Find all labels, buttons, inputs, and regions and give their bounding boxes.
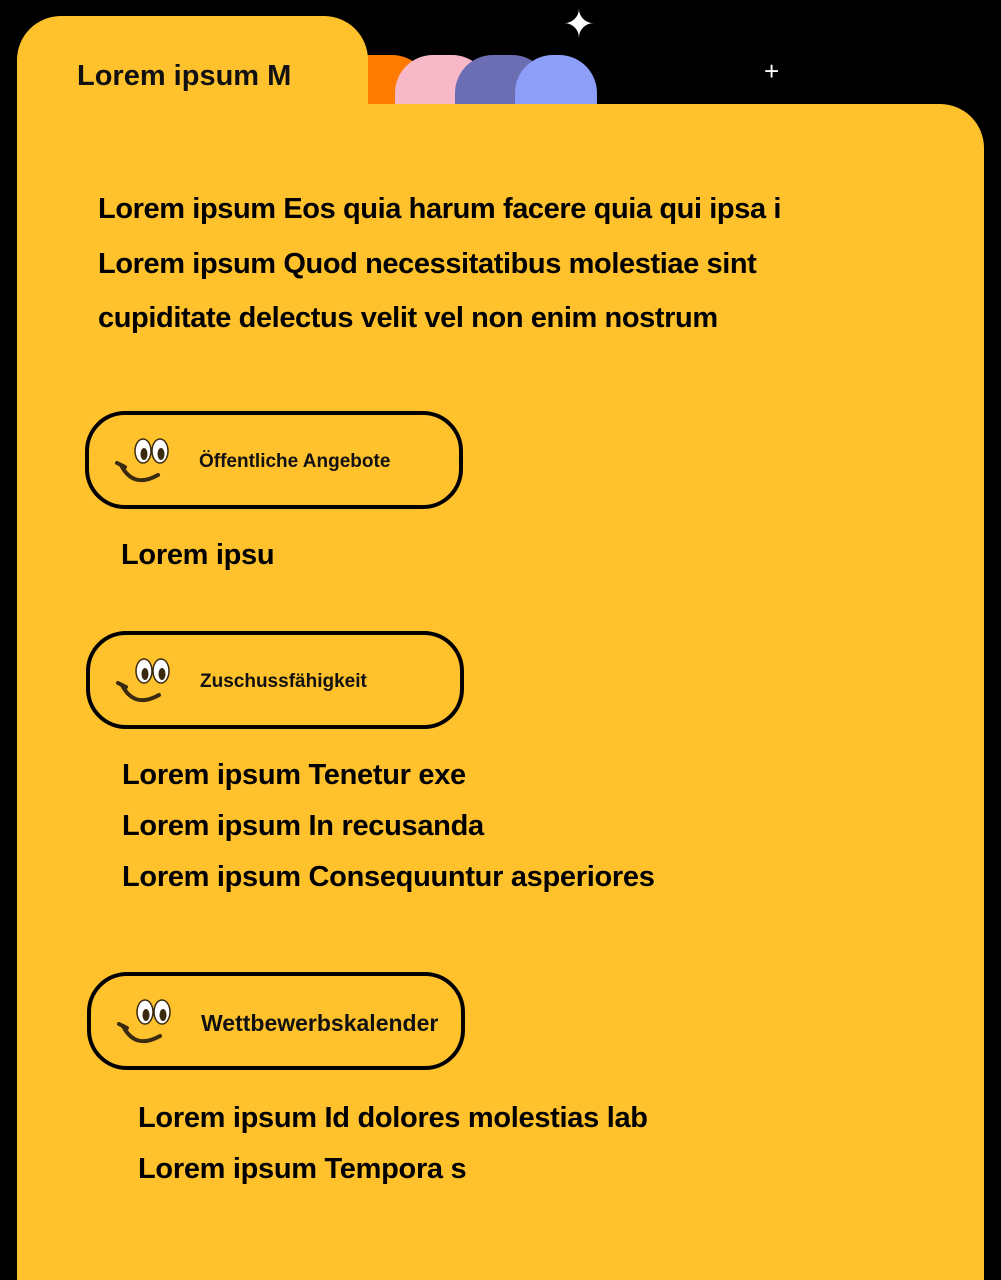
intro-text (98, 182, 918, 346)
active-tab[interactable] (17, 16, 368, 156)
intro-line: Lorem ipsum Eos quia harum facere quia qui ipsa i (98, 193, 782, 225)
section-list (122, 750, 655, 903)
list-item: Lorem ipsu (121, 539, 275, 571)
section-pill-label: Öffentliche Angebote (199, 451, 391, 472)
intro-line: Lorem ipsum Quod necessitatibus molestiae sint (98, 247, 757, 280)
list-item: Lorem ipsum Tenetur exe (122, 759, 466, 791)
smiley-icon (115, 992, 185, 1052)
list-item: Lorem ipsum In recusanda (122, 810, 484, 842)
list-item: Lorem ipsum Id dolores molestias lab (138, 1102, 648, 1134)
section-list (138, 1093, 648, 1195)
section-pill-wettbewerbskalender[interactable] (87, 972, 465, 1070)
intro-line: cupiditate delectus velit vel non enim nostrum (98, 302, 718, 334)
active-tab-label: Lorem ipsum M (77, 60, 292, 92)
sparkle-small-icon: + (764, 56, 780, 86)
section-list (121, 530, 274, 581)
section-pill-offentliche-angebote[interactable] (85, 411, 463, 509)
section-pill-label: Wettbewerbskalender (201, 1010, 439, 1036)
list-item: Lorem ipsum Tempora s (138, 1153, 467, 1185)
list-item: Lorem ipsum Consequuntur asperiores (122, 861, 655, 893)
sparkle-icon: ✦ (563, 4, 595, 46)
smiley-icon (113, 431, 183, 491)
smiley-icon (114, 651, 184, 711)
section-pill-zuschussfahigkeit[interactable] (86, 631, 464, 729)
section-pill-label: Zuschussfähigkeit (200, 671, 367, 692)
